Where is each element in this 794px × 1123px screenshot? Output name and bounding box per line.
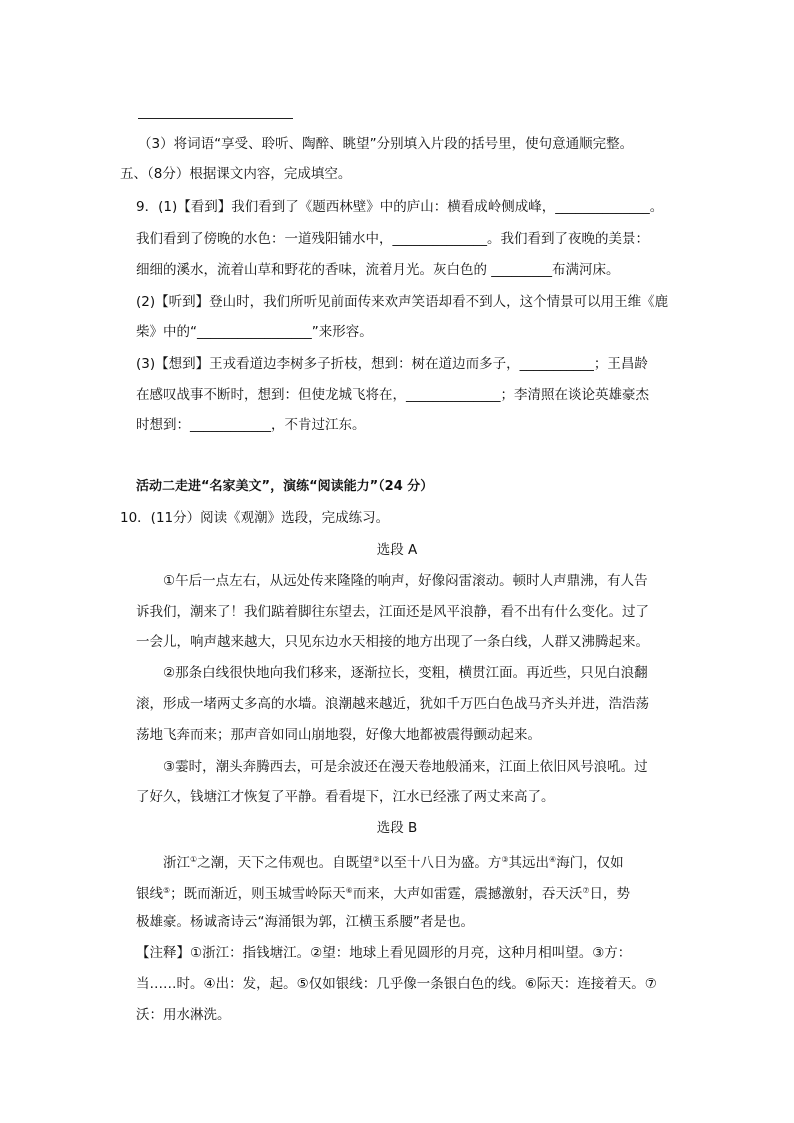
footnote-marker: ⑦	[582, 886, 590, 895]
footnote-marker: ③	[501, 855, 509, 864]
question-9-1-line-2: 我们看到了傍晚的水色：一道残阳铺水中，______________。我们看到了夜晚的美景：	[136, 231, 649, 247]
section-5-heading: 五、（8分）根据课文内容，完成填空。	[120, 166, 352, 182]
footnote-marker: ⑥	[345, 886, 353, 895]
footnote-marker: ④	[549, 855, 557, 864]
passage-a-line: 滚，形成一堵两丈多高的水墙。浪潮越来越近，犹如千万匹白色战马齐头并进，浩浩荡	[136, 696, 649, 712]
passage-a-line: ①午后一点左右，从远处传来隆隆的响声，好像闷雷滚动。顿时人声鼎沸，有人告	[163, 573, 648, 589]
passage-a-line: ②那条白线很快地向我们移来，逐渐拉长，变粗，横贯江面。再近些，只见白浪翻	[163, 665, 648, 681]
passage-b-title: 选段 B	[376, 820, 418, 836]
question-9-2-line-2: 柴》中的“_________________”来形容。	[136, 324, 373, 340]
annotation-line: 当……时。④出：发，起。⑤仅如银线：几乎像一条银白色的线。⑥际天：连接着天。⑦	[136, 976, 657, 992]
question-9-3-line-1: (3)【想到】王戎看道边李树多子折枝，想到：树在道边而多子，___________；王昌龄	[136, 356, 648, 372]
question-9-2-line-1: (2)【听到】登山时，我们所听见前面传来欢声笑语却看不到人，这个情景可以用王维《鹿	[136, 294, 669, 310]
passage-a-title: 选段 A	[376, 542, 418, 558]
annotation-line: 沃：用水淋洗。	[136, 1007, 231, 1023]
annotation-line: 【注释】①浙江：指钱塘江。②望：地球上看见圆形的月亮，这种月相叫望。③方：	[136, 945, 632, 961]
passage-a-line: 荡地飞奔而来；那声音如同山崩地裂，好像大地都被震得颤动起来。	[136, 727, 541, 743]
passage-b-line: 银线⑤；既而渐近，则玉城雪岭际天⑥而来，大声如雷霆，震撼激射，吞天沃⑦日，势	[136, 886, 631, 902]
passage-a-line: 诉我们，潮来了！我们踮着脚往东望去，江面还是风平浪静，看不出有什么变化。过了	[136, 604, 649, 620]
question-9-1-line-1: 9．(1)【看到】我们看到了《题西林壁》中的庐山：横看成岭侧成峰，______________。	[136, 199, 664, 215]
passage-a-line: ③霎时，潮头奔腾西去，可是余波还在漫天卷地般涌来，江面上依旧风号浪吼。过	[163, 759, 648, 775]
footnote-marker: ⑤	[163, 886, 171, 895]
passage-a-line: 了好久，钱塘江才恢复了平静。看看堤下，江水已经涨了两丈来高了。	[136, 789, 555, 805]
footnote-marker: ②	[372, 855, 380, 864]
activity-2-heading: 活动二走进“名家美文”，演练“阅读能力”（24 分）	[136, 479, 434, 494]
question-10-heading: 10．(11分）阅读《观潮》选段，完成练习。	[120, 510, 390, 526]
answer-blank-line	[138, 118, 293, 119]
question-8-3: （3）将词语“享受、聆听、陶醉、眺望”分别填入片段的括号里，使句意通顺完整。	[138, 136, 634, 152]
question-9-3-line-3: 时想到：____________，不肯过江东。	[136, 417, 366, 433]
passage-a-line: 一会儿，响声越来越大，只见东边水天相接的地方出现了一条白线，人群又沸腾起来。	[136, 634, 649, 650]
question-9-3-line-2: 在感叹战事不断时，想到：但使龙城飞将在，______________；李清照在谈论英雄豪杰	[136, 387, 649, 403]
footnote-marker: ①	[190, 855, 198, 864]
question-9-1-line-3: 细细的溪水，流着山草和野花的香味，流着月光。灰白色的 _________布满河床。	[136, 262, 620, 278]
passage-b-line: 极雄豪。杨诚斋诗云“海涌银为郭，江横玉系腰”者是也。	[136, 914, 474, 930]
passage-b-line: 浙江①之潮，天下之伟观也。自既望②以至十八日为盛。方③其远出④海门，仅如	[163, 855, 624, 871]
